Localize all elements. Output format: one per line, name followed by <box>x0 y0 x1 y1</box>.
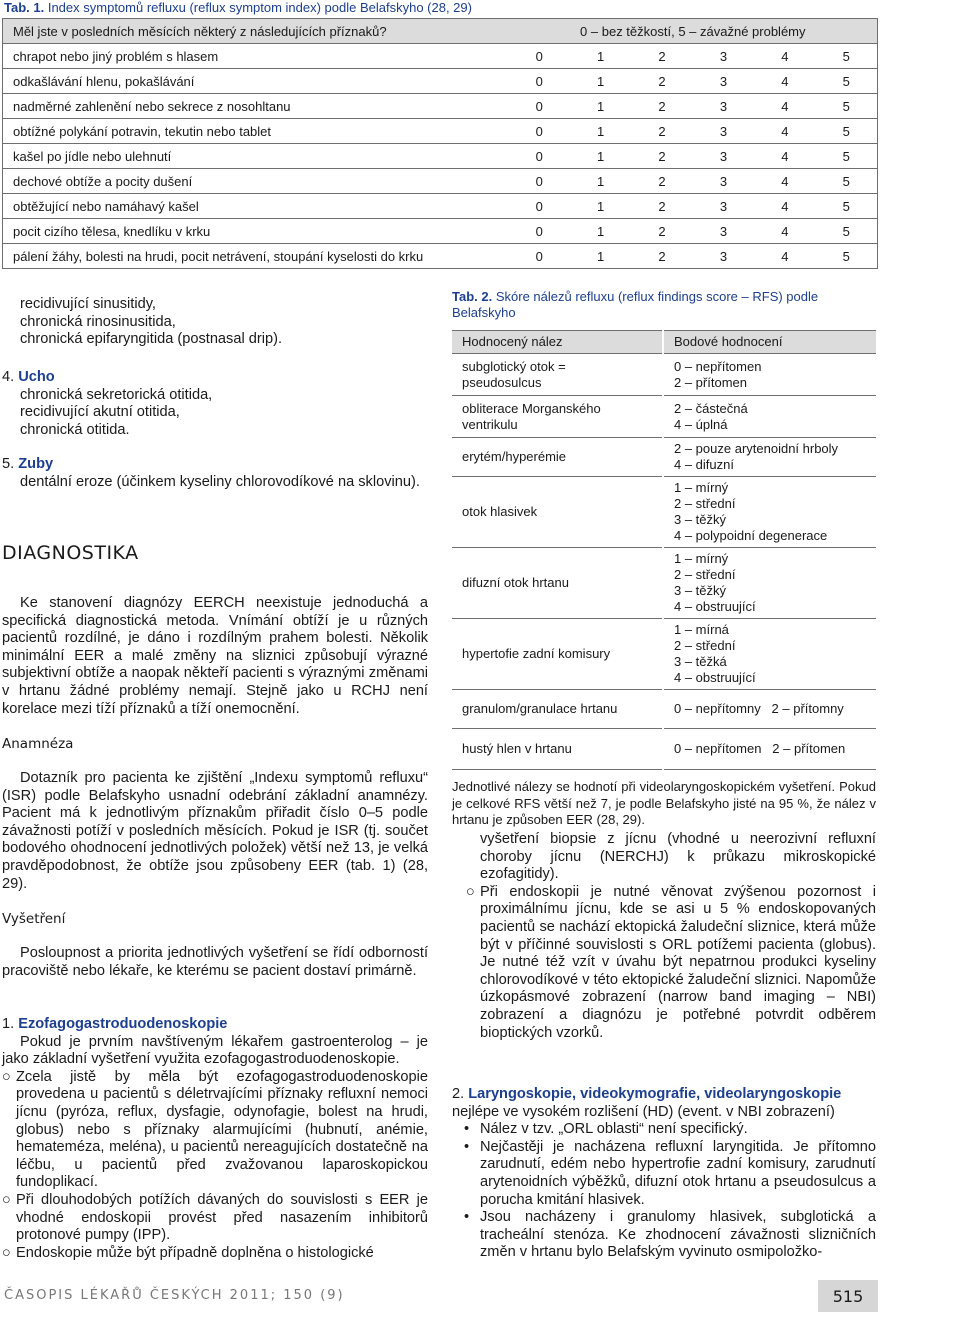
diagnostika-heading: DIAGNOSTIKA <box>2 542 139 564</box>
ezgd-bullet-1-text: Zcela jistě by měla být ezofagogastroduodenoskopie provedena u pacientů s déletrvajícími příznaky refluxní nemoci jícnu (pyróza, reflux, dysfagie, odynofagie, bolest na hrudi, globus) nebo s příznaky alarmujícími (hubnutí, anémie, hemateméza, meléna), u pacientů nereagujících dostatečně na léčbu, u pacientů před zvažovanou laparoskopickou fundoplikací. <box>16 1068 428 1191</box>
endoscopy-bullet <box>452 884 876 1042</box>
item5-number: 5. <box>2 456 15 472</box>
table1-row <box>3 219 878 244</box>
score-option-1: 1 <box>570 219 631 244</box>
list-item-4-block <box>2 369 428 439</box>
score-option-2: 2 <box>631 119 692 144</box>
laryngoscopy-bullet-1 <box>452 1121 876 1139</box>
score-cell: 0 – nepřítomny 2 – přítomny <box>663 690 876 729</box>
circle-bullet-icon: ○ <box>2 1068 11 1085</box>
score-option-3: 3 <box>693 69 754 94</box>
symptom-label: kašel po jídle nebo ulehnutí <box>3 144 509 169</box>
anamneza-paragraph: Dotazník pro pacienta ke zjištění „Indexu symptomů refluxu“ (ISR) podle Belafskyho usnadní odebrání základní anamnézy. Pacient má k jednotlivým příznakům přiřadit číslo 0–5 podle závažnosti potíží v posledních měsících. Pokud je ISR (tj. součet bodového ohodnocení jednotlivých položek) větší než 13, je velká pravděpodobnost, že obtíže jsou způsobeny EER (tab. 1) (28, 29). <box>2 770 428 892</box>
item2-title: Laryngoskopie, videokymografie, videolaryngoskopie <box>468 1086 842 1102</box>
symptom-label: odkašlávání hlenu, pokašlávání <box>3 69 509 94</box>
ezgd-bullet-2-text: Při dlouhodobých potížích dávaných do souvislosti s EER je vhodné endoskopii provést před nasazením inhibitorů protonové pumpy (IPP). <box>16 1191 428 1244</box>
score-option-0: 0 <box>509 94 570 119</box>
score-option-2: 2 <box>631 219 692 244</box>
score-option-3: 3 <box>693 144 754 169</box>
score-option-3: 3 <box>693 94 754 119</box>
anamneza-heading: Anamnéza <box>2 736 74 752</box>
bullet-dot-icon: • <box>464 1121 470 1138</box>
table2-row <box>452 396 876 438</box>
table1-row <box>3 144 878 169</box>
score-option-2: 2 <box>631 94 692 119</box>
finding-cell: granulom/granulace hrtanu <box>452 690 663 729</box>
table1-row <box>3 194 878 219</box>
score-cell: 1 – mírný 2 – střední 3 – těžký 4 – polypoidní degenerace <box>663 477 876 548</box>
finding-cell: hypertofie zadní komisury <box>452 619 663 690</box>
score-option-1: 1 <box>570 144 631 169</box>
table2-row <box>452 354 876 396</box>
table1-body <box>3 44 878 269</box>
score-option-2: 2 <box>631 194 692 219</box>
endoscopy-bullet-text: Při endoskopii je nutné věnovat zvýšenou pozornost i proximálnímu jícnu, kde se asi u 5 % endoskopovaných pacientů se nachází ektopická žaludeční sliznice, která může být v příčinné souvislosti s ORL potížemi pacienta (globus). Je nutné též vzít v úvahu být nepatrnou produkci kyseliny chlorovodíkové v této ektopické žaludeční sliznici. Napomůže úzkopásmové zobrazení (narrow band imaging – NBI) zobrazení a diagnózu je potřebné potvrdit odběrem bioptických vzorků. <box>480 883 876 1041</box>
laryngoscopy-bullet-2-text: Nejčastěji je nacházena refluxní laryngitida. Je přítomno zarudnutí, edém nebo hypertrofie zadní komisury, zarudnutí arytenoidních výběžků, difuzní otok hrtanu a pseudosulcus a porucha kmitání hlasivek. <box>480 1138 876 1208</box>
table2-note: Jednotlivé nálezy se hodnotí při videolaryngoskopickém vyšetření. Pokud je celkové RFS větší než 7, je podle Belafskyho jisté na 95 %, že nález v hrtanu je způsoben EER (28, 29). <box>452 779 876 827</box>
score-option-4: 4 <box>754 119 815 144</box>
table1-row <box>3 119 878 144</box>
symptom-label: chrapot nebo jiný problém s hlasem <box>3 44 509 69</box>
score-option-2: 2 <box>631 244 692 269</box>
score-option-1: 1 <box>570 194 631 219</box>
item4-number: 4. <box>2 369 15 385</box>
table1-row <box>3 94 878 119</box>
item4-title: Ucho <box>18 369 55 385</box>
table1-title: Index symptomů refluxu (reflux symptom index) podle Belafskyho (28, 29) <box>47 0 472 15</box>
table1-caption <box>4 0 472 16</box>
finding-cell: hustý hlen v hrtanu <box>452 729 663 770</box>
circle-bullet-icon: ○ <box>2 1191 11 1208</box>
table1 <box>2 18 878 269</box>
table1-label: Tab. 1. <box>4 0 45 15</box>
table2-row <box>452 619 876 690</box>
ezgd-number: 1. <box>2 1016 15 1032</box>
score-option-5: 5 <box>816 194 878 219</box>
biopsy-continuation: vyšetření biopsie z jícnu (vhodné u neerozivní refluxní choroby jícnu (NERCHJ) k průkazu mikroskopické ezofagitidy). <box>480 831 876 883</box>
symptom-label: obtížné polykání potravin, tekutin nebo tablet <box>3 119 509 144</box>
table1-row <box>3 244 878 269</box>
journal-name: ČASOPIS LÉKAŘŮ ČESKÝCH 2011; 150 (9) <box>4 1288 345 1303</box>
finding-cell: erytém/hyperémie <box>452 438 663 477</box>
finding-cell: subglotický otok = pseudosulcus <box>452 354 663 396</box>
score-cell: 0 – nepřítomen 2 – přítomen <box>663 729 876 770</box>
score-option-0: 0 <box>509 144 570 169</box>
right-column <box>452 831 876 1042</box>
symptom-label: nadměrné zahlenění nebo sekrece z nosohltanu <box>3 94 509 119</box>
laryngoscopy-bullet-3 <box>452 1209 876 1262</box>
score-option-5: 5 <box>816 144 878 169</box>
score-option-1: 1 <box>570 69 631 94</box>
laryngoscopy-bullet-3-text: Jsou nacházeny i granulomy hlasivek, subglotická a tracheální stenóza. Ke zhodnocení závažnosti slizničních změn v hrtanu bylo Belafským vyvinuto osmipoložko- <box>480 1209 876 1261</box>
symptom-label: pálení žáhy, bolesti na hrudi, pocit netrávení, stoupání kyselosti do krku <box>3 244 509 269</box>
laryngoscopy-bullet-2 <box>452 1139 876 1209</box>
score-option-3: 3 <box>693 194 754 219</box>
score-option-4: 4 <box>754 69 815 94</box>
score-option-5: 5 <box>816 44 878 69</box>
score-option-1: 1 <box>570 44 631 69</box>
list-continuation: recidivující sinusitidy, chronická rinosinusitida, chronická epifaryngitida (postnasal drip). <box>20 296 283 348</box>
symptom-label: dechové obtíže a pocity dušení <box>3 169 509 194</box>
finding-cell: difuzní otok hrtanu <box>452 548 663 619</box>
score-option-3: 3 <box>693 219 754 244</box>
table2-row <box>452 548 876 619</box>
score-option-4: 4 <box>754 169 815 194</box>
score-option-4: 4 <box>754 194 815 219</box>
table1-header-row <box>3 19 878 44</box>
score-option-3: 3 <box>693 244 754 269</box>
score-option-2: 2 <box>631 44 692 69</box>
score-option-2: 2 <box>631 69 692 94</box>
score-option-1: 1 <box>570 169 631 194</box>
ezgd-title: Ezofagogastroduodenoskopie <box>18 1016 228 1032</box>
laryngoscopy-section <box>452 1086 876 1262</box>
bullet-dot-icon: • <box>464 1138 470 1155</box>
circle-bullet-icon: ○ <box>2 1244 11 1261</box>
vysetreni-paragraph: Posloupnost a priorita jednotlivých vyšetření se řídí odborností pracoviště nebo lékaře, ke kterému se pacient dostaví primárně. <box>2 945 428 979</box>
score-cell: 1 – mírný 2 – střední 3 – těžký 4 – obstruující <box>663 548 876 619</box>
ezgd-bullet-2 <box>2 1192 428 1245</box>
table1-row <box>3 69 878 94</box>
score-option-3: 3 <box>693 44 754 69</box>
score-option-4: 4 <box>754 44 815 69</box>
table2-body <box>452 354 876 770</box>
page-number: 515 <box>832 1287 864 1306</box>
symptom-label: pocit cizího tělesa, knedlíku v krku <box>3 219 509 244</box>
table2-label: Tab. 2. <box>452 289 493 304</box>
table2-header-row <box>452 331 876 354</box>
symptom-label: obtěžující nebo namáhavý kašel <box>3 194 509 219</box>
score-option-1: 1 <box>570 94 631 119</box>
score-option-2: 2 <box>631 169 692 194</box>
ezgd-bullet-3-text: Endoskopie může být případně doplněna o histologické <box>16 1244 374 1261</box>
score-option-5: 5 <box>816 244 878 269</box>
score-option-0: 0 <box>509 169 570 194</box>
laryngoscopy-bullet-1-text: Nález v tzv. „ORL oblasti“ není specifický. <box>480 1121 748 1138</box>
score-option-1: 1 <box>570 244 631 269</box>
score-option-0: 0 <box>509 119 570 144</box>
score-option-3: 3 <box>693 119 754 144</box>
table2-caption <box>452 289 876 321</box>
score-option-0: 0 <box>509 44 570 69</box>
score-option-0: 0 <box>509 69 570 94</box>
table2-row <box>452 438 876 477</box>
circle-bullet-icon: ○ <box>466 883 475 900</box>
table2-row <box>452 729 876 770</box>
item4-text: chronická sekretorická otitida, recidivující akutní otitida, chronická otitida. <box>20 386 213 438</box>
bullet-dot-icon: • <box>464 1209 470 1226</box>
score-option-5: 5 <box>816 219 878 244</box>
score-option-4: 4 <box>754 219 815 244</box>
ezgd-paragraph: Pokud je prvním navštíveným lékařem gastroenterolog – je jako základní vyšetření využita ezofagogastroduodenoskopie. <box>2 1033 428 1068</box>
vysetreni-heading: Vyšetření <box>2 911 66 927</box>
score-cell: 2 – částečná 4 – úplná <box>663 396 876 438</box>
score-option-1: 1 <box>570 119 631 144</box>
ezgd-bullet-1 <box>2 1069 428 1192</box>
table2-col-score: Bodové hodnocení <box>663 331 876 354</box>
score-option-0: 0 <box>509 194 570 219</box>
table2-row <box>452 477 876 548</box>
score-option-0: 0 <box>509 244 570 269</box>
score-option-4: 4 <box>754 144 815 169</box>
ezgd-bullet-3 <box>2 1245 428 1263</box>
finding-cell: otok hlasivek <box>452 477 663 548</box>
table1-row <box>3 44 878 69</box>
score-option-4: 4 <box>754 244 815 269</box>
table1-scale-legend: 0 – bez těžkostí, 5 – závažné problémy <box>509 19 878 44</box>
score-option-5: 5 <box>816 119 878 144</box>
item2-text: nejlépe ve vysokém rozlišení (HD) (event. v NBI zobrazení) <box>452 1103 835 1120</box>
diagnostika-paragraph: Ke stanovení diagnózy EERCH neexistuje jednoduchá a specifická diagnostická metoda. Vnímání obtíží je u různých pacientů rozdílné, je dáno i rozdílným prahem bolesti. Několik minimální EER a malé změny na sliznici způsobují výrazné subjektivní obtíže a naopak někteří pacienti s výraznými změnami v hrtanu žádné problémy nemají. Stejně jako u RCHJ není korelace mezi tíží příznaků a tíží onemocnění. <box>2 595 428 717</box>
item2-number: 2. <box>452 1086 465 1102</box>
table2-title: Skóre nálezů refluxu (reflux findings score – RFS) podle Belafskyho <box>452 289 819 320</box>
score-option-3: 3 <box>693 169 754 194</box>
score-option-0: 0 <box>509 219 570 244</box>
score-cell: 0 – nepřítomen 2 – přítomen <box>663 354 876 396</box>
ezgd-section <box>2 1016 428 1262</box>
finding-cell: obliterace Morganského ventrikulu <box>452 396 663 438</box>
table2-col-finding: Hodnocený nález <box>452 331 663 354</box>
score-option-5: 5 <box>816 169 878 194</box>
item5-title: Zuby <box>18 456 54 472</box>
left-column <box>20 296 428 359</box>
score-option-5: 5 <box>816 69 878 94</box>
score-cell: 2 – pouze arytenoidní hrboly 4 – difuzní <box>663 438 876 477</box>
item5-text: dentální eroze (účinkem kyseliny chlorovodíkové na sklovinu). <box>20 473 420 490</box>
table1-row <box>3 169 878 194</box>
score-option-4: 4 <box>754 94 815 119</box>
table2-row <box>452 690 876 729</box>
score-option-5: 5 <box>816 94 878 119</box>
list-item-5-block <box>2 456 428 491</box>
score-cell: 1 – mírná 2 – střední 3 – těžká 4 – obstruující <box>663 619 876 690</box>
table1-question: Měl jste v posledních měsících některý z následujících příznaků? <box>3 19 509 44</box>
table2 <box>452 330 876 770</box>
score-option-2: 2 <box>631 144 692 169</box>
